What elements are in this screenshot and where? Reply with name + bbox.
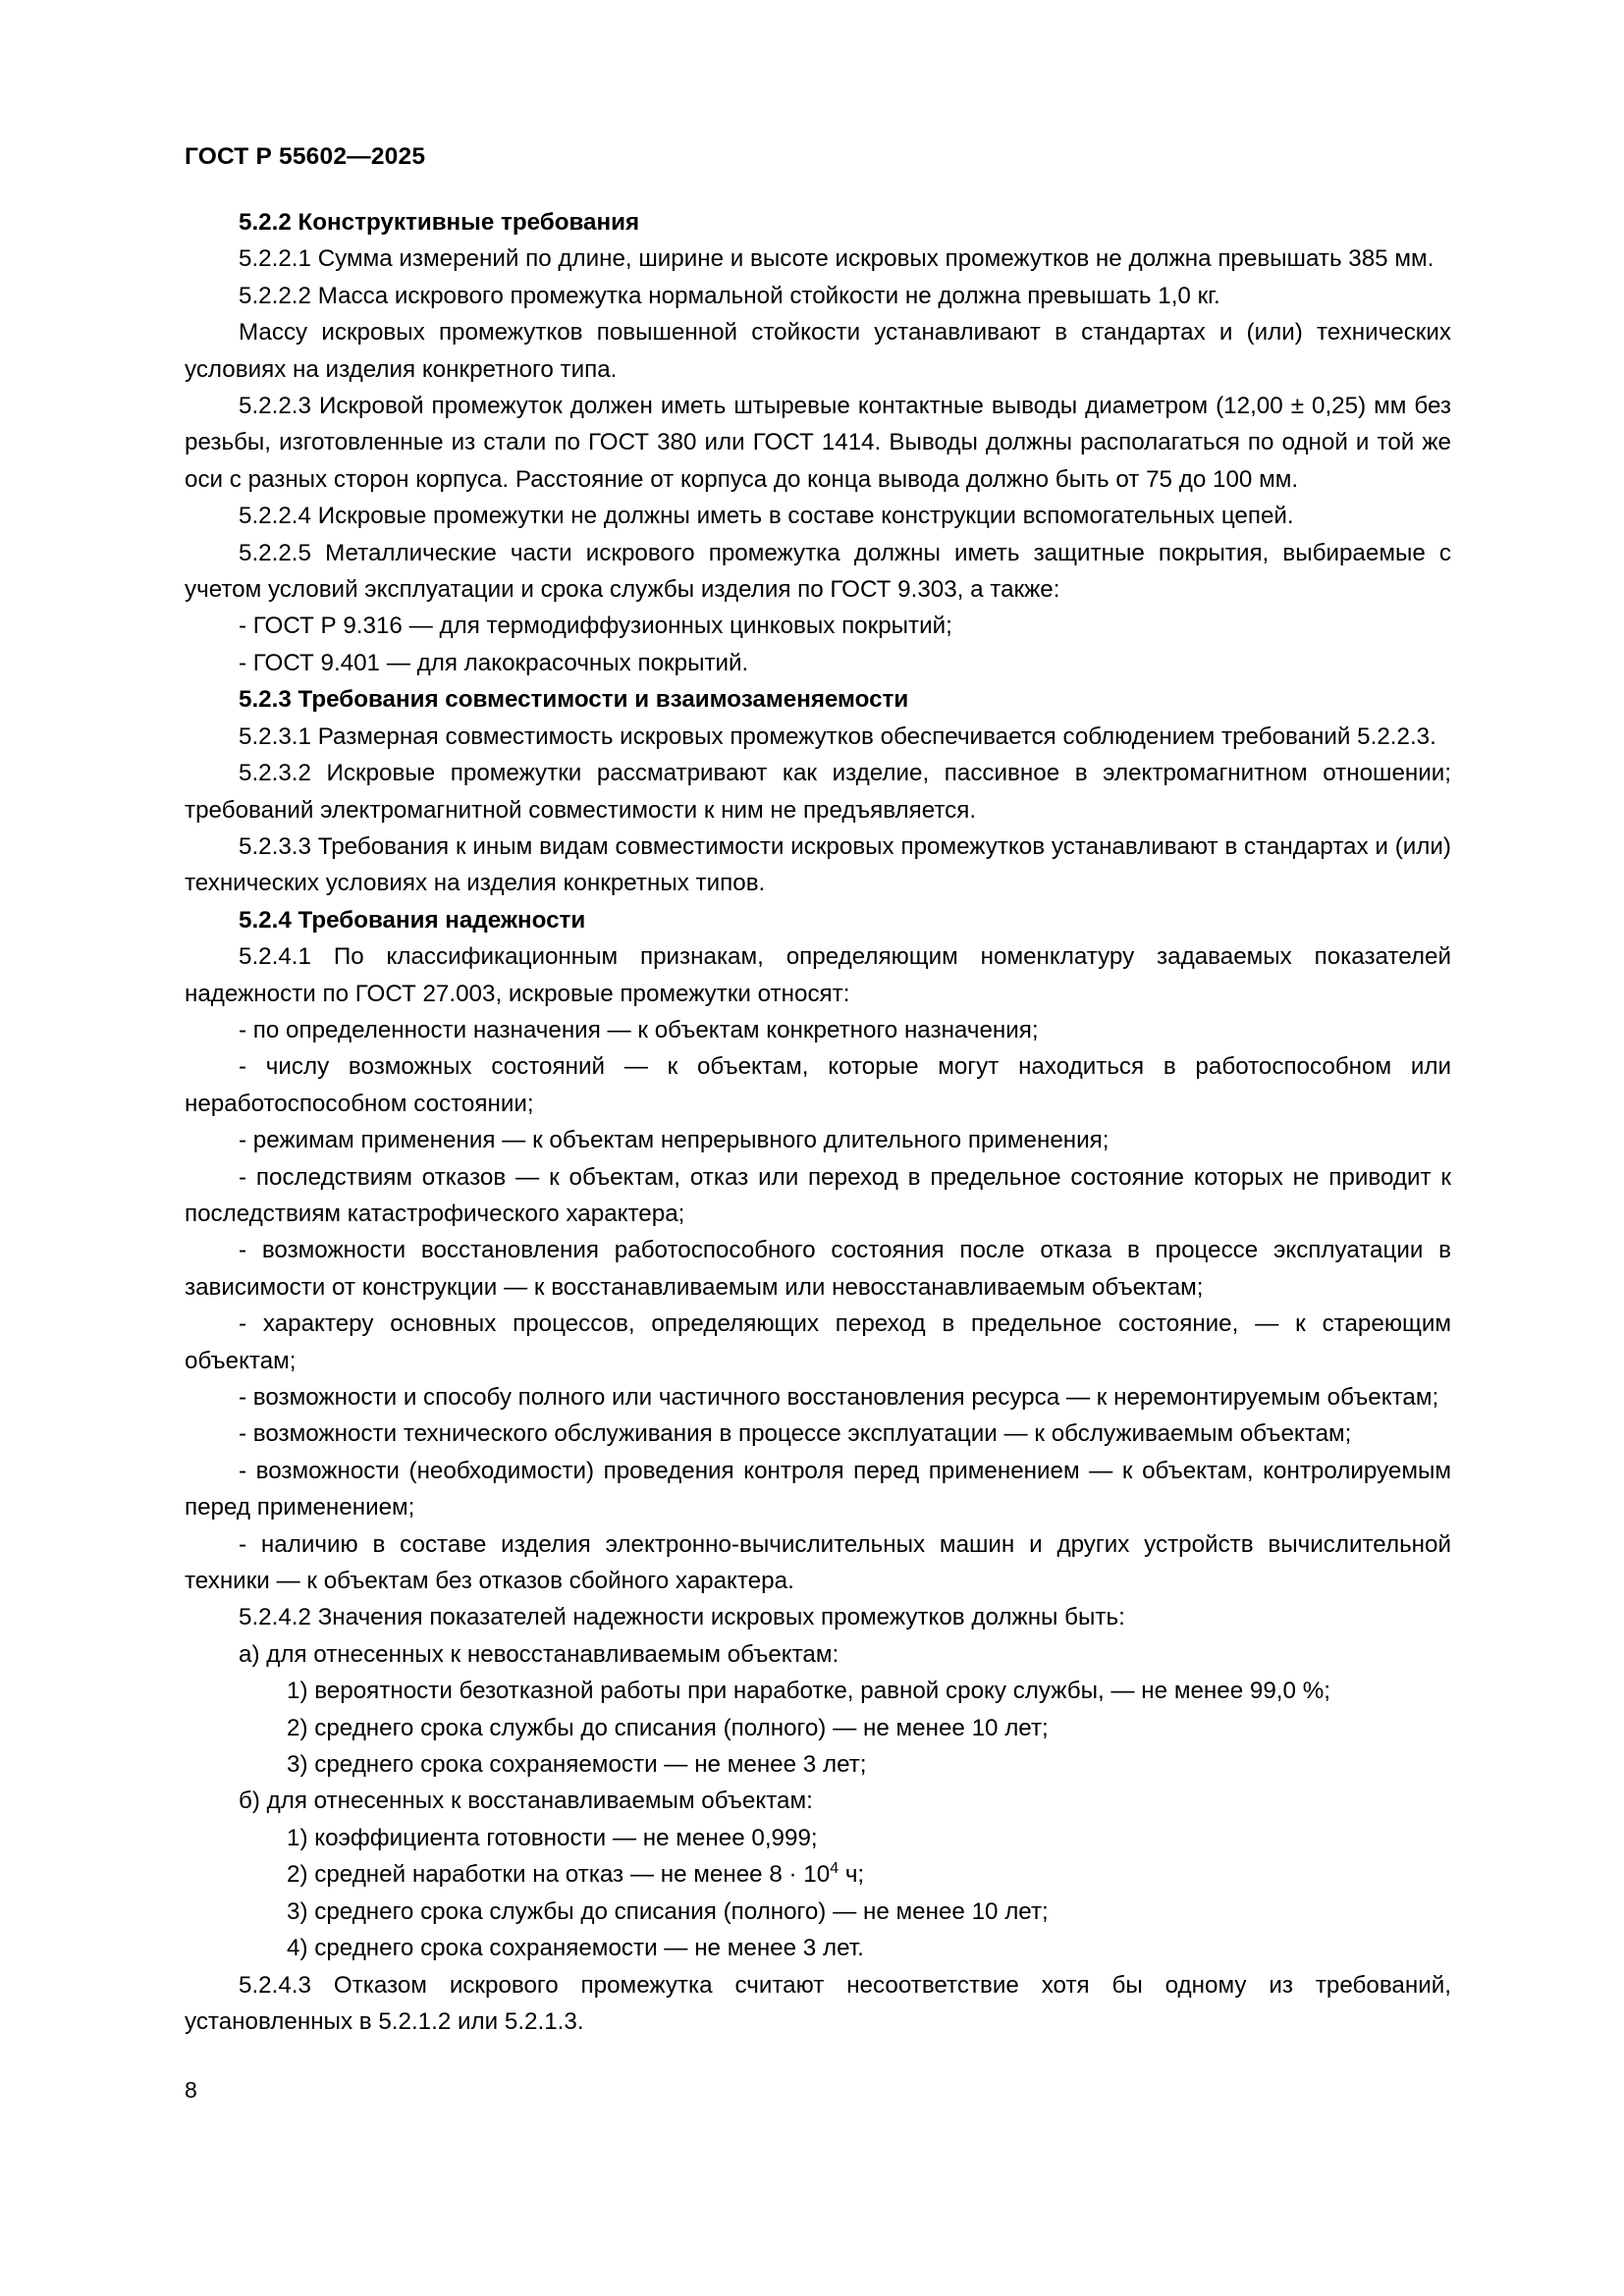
body-paragraph: 5.2.2.4 Искровые промежутки не должны иметь в составе конструкции вспомогательных цепей.: [239, 503, 1294, 530]
section-heading: 5.2.2 Конструктивные требования: [239, 209, 640, 236]
numbered-list-item: 4) среднего срока сохраняемости — не менее 3 лет.: [287, 1935, 864, 1962]
body-paragraph: Массу искровых промежутков повышенной стойкости устанавливают в стандартах и (или) технических условиях на изделия конкретного типа.: [185, 319, 1451, 383]
numbered-list-item: 2) среднего срока службы до списания (полного) — не менее 10 лет;: [287, 1714, 1049, 1741]
page-header-area: [185, 145, 1451, 170]
numbered-list-item: 3) среднего срока службы до списания (полного) — не менее 10 лет;: [287, 1897, 1049, 1925]
dash-list-item: - характеру основных процессов, определяющих переход в предельное состояние, — к стареющим объектам;: [185, 1310, 1451, 1374]
dash-list-item: - возможности восстановления работоспособного состояния после отказа в процессе эксплуатации в зависимости от конструкции — к восстанавливаемым или невосстанавливаемым объектам;: [185, 1237, 1451, 1301]
dash-list-item: - по определенности назначения — к объектам конкретного назначения;: [239, 1016, 1039, 1043]
dash-list-item: - возможности и способу полного или частичного восстановления ресурса — к неремонтируемым объектам;: [239, 1384, 1439, 1411]
dash-list-item: - ГОСТ 9.401 — для лакокрасочных покрытий.: [239, 649, 749, 676]
body-paragraph: 5.2.4.2 Значения показателей надежности искровых промежутков должны быть:: [239, 1604, 1125, 1631]
dash-list-item: - возможности технического обслуживания в процессе эксплуатации — к обслуживаемым объектам;: [239, 1420, 1352, 1448]
document-body: [185, 204, 1451, 2040]
body-paragraph: 5.2.2.1 Сумма измерений по длине, ширине и высоте искровых промежутков не должна превышать 385 мм.: [239, 245, 1435, 273]
body-paragraph: 5.2.3.2 Искровые промежутки рассматривают как изделие, пассивное в электромагнитном отношении; требований электромагнитной совместимости к ним не предъявляется.: [185, 760, 1451, 824]
exponent: 4: [830, 1860, 839, 1878]
section-heading: 5.2.3 Требования совместимости и взаимозаменяемости: [239, 686, 909, 714]
numbered-list-item: 1) вероятности безотказной работы при наработке, равной сроку службы, — не менее 99,0 %;: [287, 1678, 1330, 1705]
dash-list-item: - ГОСТ Р 9.316 — для термодиффузионных цинковых покрытий;: [239, 613, 952, 640]
dash-list-item: - возможности (необходимости) проведения контроля перед применением — к объектам, контролируемым перед применением;: [185, 1457, 1451, 1522]
body-paragraph: 5.2.2.3 Искровой промежуток должен иметь штыревые контактные выводы диаметром (12,00 ± 0,25) мм без резьбы, изготовленные из стали по ГОСТ 380 или ГОСТ 1414. Выводы должны располагаться по одной и той же оси с разных сторон корпуса. Расстояние от корпуса до конца вывода должно быть от 75 до 100 мм.: [185, 393, 1451, 493]
document-standard-number: ГОСТ Р 55602—2025: [185, 143, 426, 170]
body-paragraph: 5.2.3.3 Требования к иным видам совместимости искровых промежутков устанавливают в стандартах и (или) технических условиях на изделия конкретных типов.: [185, 832, 1451, 897]
body-paragraph: 5.2.2.5 Металлические части искрового промежутка должны иметь защитные покрытия, выбираемые с учетом условий эксплуатации и срока службы изделия по ГОСТ 9.303, а также:: [185, 539, 1451, 604]
dash-list-item: - последствиям отказов — к объектам, отказ или переход в предельное состояние которых не приводит к последствиям катастрофического характера;: [185, 1163, 1451, 1227]
section-heading: 5.2.4 Требования надежности: [239, 906, 586, 934]
body-paragraph: 5.2.4.1 По классификационным признакам, определяющим номенклатуру задаваемых показателей надежности по ГОСТ 27.003, искровые промежутки относят:: [185, 943, 1451, 1007]
dash-list-item: - наличию в составе изделия электронно-вычислительных машин и других устройств вычислительной техники — к объектам без отказов сбойного характера.: [185, 1530, 1451, 1595]
lettered-list-item: а) для отнесенных к невосстанавливаемым объектам:: [239, 1640, 839, 1668]
page-number: 8: [185, 2077, 197, 2103]
dash-list-item: - числу возможных состояний — к объектам, которые могут находиться в работоспособном или неработоспособном состоянии;: [185, 1053, 1451, 1117]
lettered-list-item: б) для отнесенных к восстанавливаемым объектам:: [239, 1788, 813, 1815]
numbered-list-item: 1) коэффициента готовности — не менее 0,999;: [287, 1824, 818, 1851]
body-paragraph: 5.2.2.2 Масса искрового промежутка нормальной стойкости не должна превышать 1,0 кг.: [239, 282, 1220, 309]
numbered-list-item: 3) среднего срока сохраняемости — не менее 3 лет;: [287, 1751, 867, 1779]
body-paragraph: 5.2.4.3 Отказом искрового промежутка считают несоответствие хотя бы одному из требований, установленных в 5.2.1.2 или 5.2.1.3.: [185, 1971, 1451, 2035]
numbered-list-item: 2) средней наработки на отказ — не менее $8 \cdot 10^4$ ч;: [287, 1860, 865, 1889]
body-paragraph: 5.2.3.1 Размерная совместимость искровых промежутков обеспечивается соблюдением требований 5.2.2.3.: [239, 722, 1436, 750]
dash-list-item: - режимам применения — к объектам непрерывного длительного применения;: [239, 1127, 1110, 1154]
